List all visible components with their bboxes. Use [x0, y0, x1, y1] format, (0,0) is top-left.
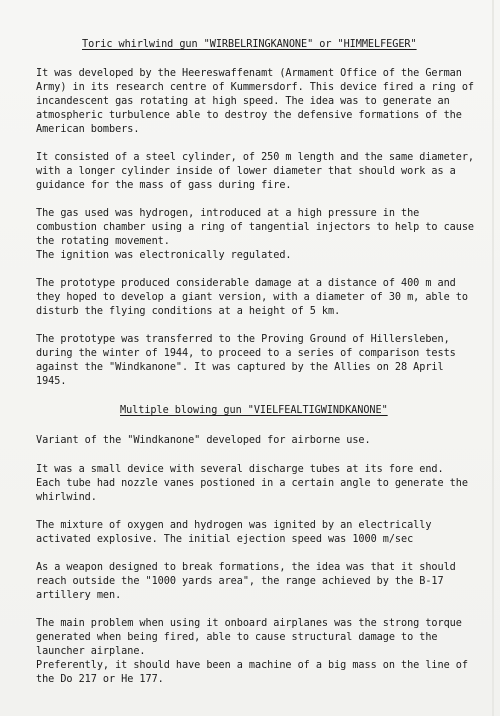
text-line: Preferently, it should have been a machine of a big mass on the line of [36, 660, 468, 671]
text-line: whirlwind. [36, 492, 97, 503]
text-line: the rotating movement. [36, 236, 170, 247]
text-line: generated when being fired, able to cause structural damage to the [36, 632, 438, 643]
page-edge [492, 0, 494, 716]
section-heading-multiple-blowing-gun: Multiple blowing gun "VIELFEALTIGWINDKANONE" [120, 405, 388, 416]
text-line: with a longer cylinder inside of lower diameter that should work as a [36, 166, 456, 177]
section-heading-toric-whirlwind-gun: Toric whirlwind gun "WIRBELRINGKANONE" or "HIMMELFEGER" [82, 39, 417, 50]
text-line: American bombers. [36, 124, 140, 135]
text-line: atmospheric turbulence able to destroy the defensive formations of the [36, 110, 462, 121]
text-line: As a weapon designed to break formations, the idea was that it should [36, 562, 456, 573]
text-line: combustion chamber using a ring of tangential injectors to help to cause [36, 222, 475, 233]
text-line: activated explosive. The initial ejection speed was 1000 m/sec [36, 534, 414, 545]
text-line: launcher airplane. [36, 646, 146, 657]
text-line: artillery men. [36, 590, 122, 601]
text-line: Each tube had nozzle vanes postioned in a certain angle to generate the [36, 478, 468, 489]
text-line: 1945. [36, 376, 67, 387]
text-line: It was developed by the Heereswaffenamt (Armament Office of the German [36, 68, 462, 79]
text-line: against the "Windkanone". It was captured by the Allies on 28 April [36, 362, 444, 373]
text-line: The prototype was transferred to the Proving Ground of Hillersleben, [36, 334, 450, 345]
text-line: The mixture of oxygen and hydrogen was ignited by an electrically [36, 520, 432, 531]
text-line: they hoped to develop a giant version, with a diameter of 30 m, able to [36, 292, 468, 303]
text-line: disturb the flying conditions at a height of 5 km. [36, 306, 341, 317]
text-line: The gas used was hydrogen, introduced at a high pressure in the [36, 208, 420, 219]
text-line: the Do 217 or He 177. [36, 674, 164, 685]
text-line: It consisted of a steel cylinder, of 250 m length and the same diameter, [36, 152, 475, 163]
text-line: The ignition was electronically regulated. [36, 250, 292, 261]
text-line: The main problem when using it onboard airplanes was the strong torque [36, 618, 462, 629]
text-line: reach outside the "1000 yards area", the range achieved by the B-17 [36, 576, 444, 587]
text-line: incandescent gas rotating at high speed. The idea was to generate an [36, 96, 450, 107]
text-line: The prototype produced considerable damage at a distance of 400 m and [36, 278, 456, 289]
text-line: It was a small device with several discharge tubes at its fore end. [36, 464, 444, 475]
text-line: during the winter of 1944, to proceed to a series of comparison tests [36, 348, 456, 359]
text-line: guidance for the mass of gass during fire. [36, 180, 292, 191]
text-line: Army) in its research centre of Kummersdorf. This device fired a ring of [36, 82, 475, 93]
text-line: Variant of the "Windkanone" developed for airborne use. [36, 435, 371, 446]
